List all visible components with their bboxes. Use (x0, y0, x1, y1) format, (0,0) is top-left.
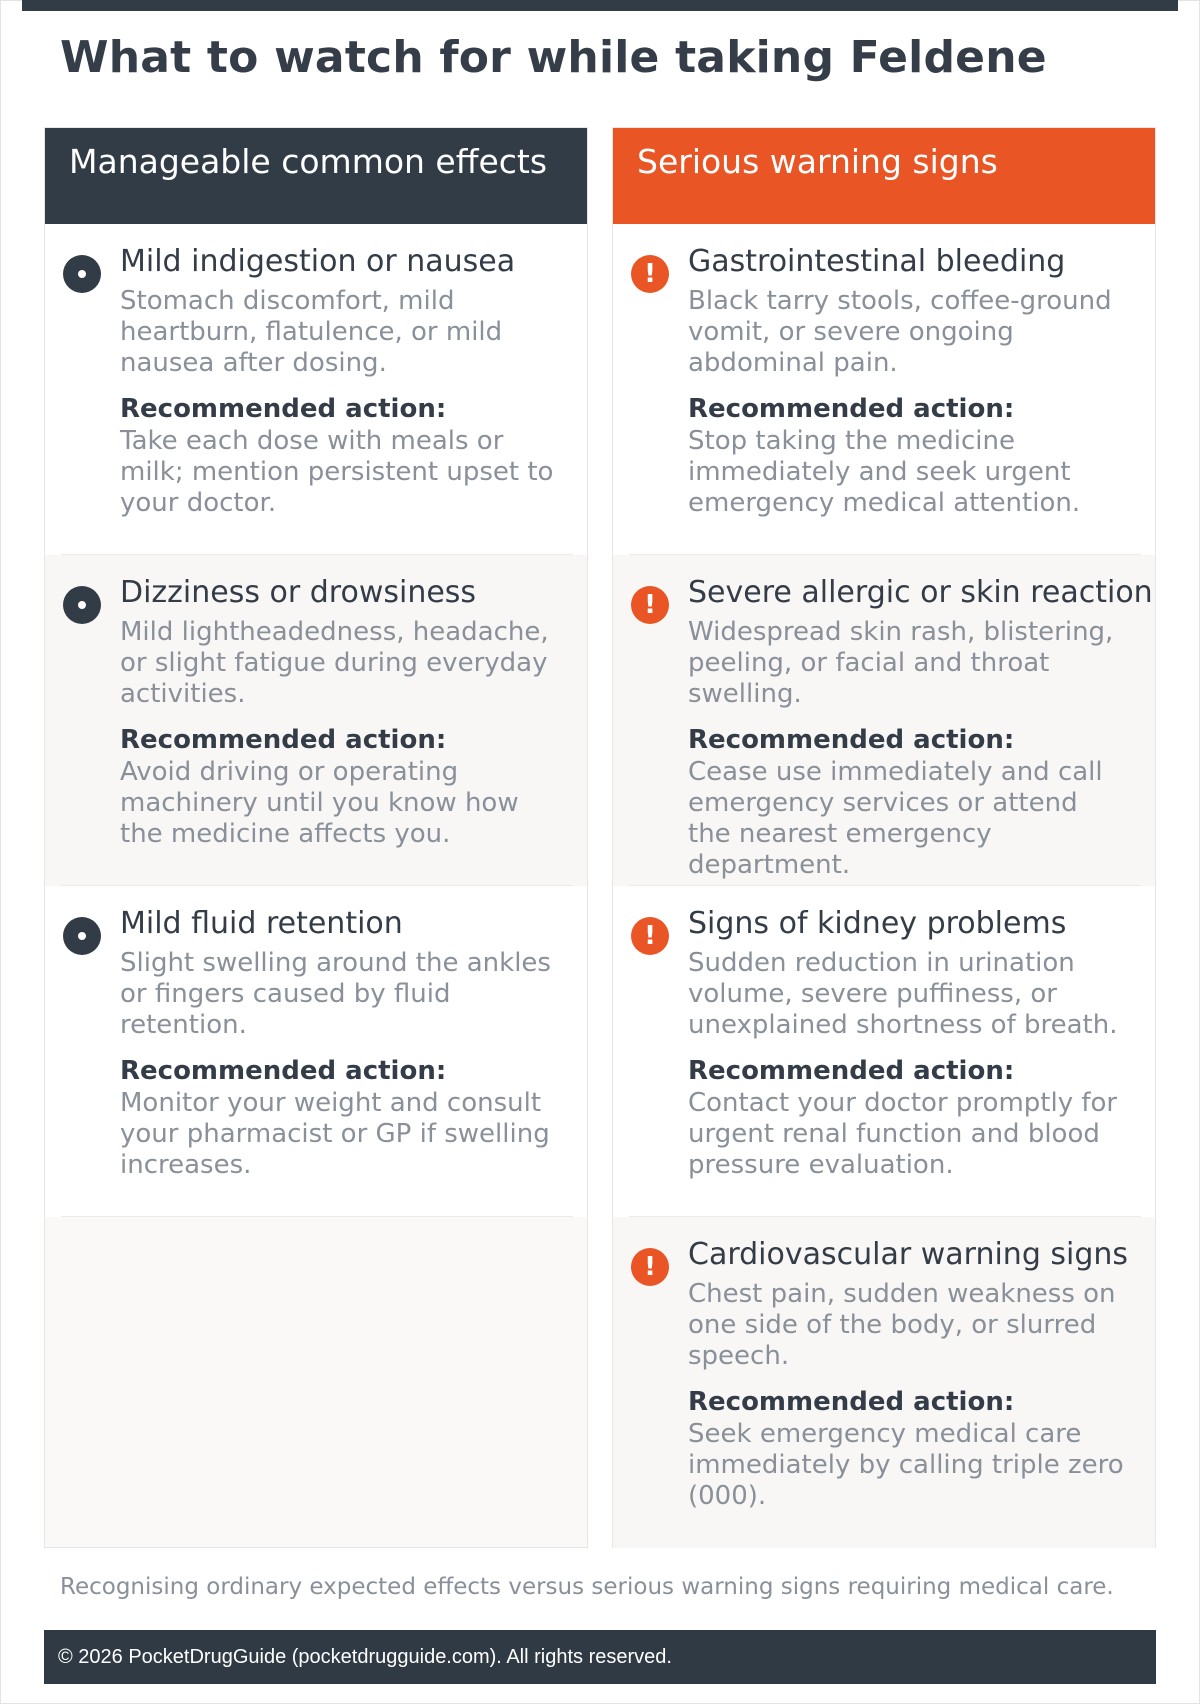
item-description: Chest pain, sudden weakness on one side of the body, or slurred speech. (688, 1279, 1116, 1371)
warning-sign-item (613, 224, 1155, 555)
item-title: Mild indigestion or nausea (120, 244, 516, 279)
item-title: Signs of kidney problems (688, 906, 1067, 941)
dot-icon (63, 586, 101, 624)
warning-sign-item (613, 555, 1155, 886)
item-title: Gastrointestinal bleeding (688, 244, 1066, 279)
action-label: Recommended action: (688, 725, 1015, 755)
top-accent-bar (22, 0, 1178, 11)
divider (61, 1216, 573, 1217)
serious-signs-column (612, 127, 1156, 1548)
item-description: Black tarry stools, coffee-ground vomit, or severe ongoing abdominal pain. (688, 286, 1112, 378)
item-description: Mild lightheadedness, headache, or slight fatigue during everyday activities. (120, 617, 549, 709)
warning-sign-item (613, 886, 1155, 1217)
action-text: Stop taking the medicine immediately and seek urgent emergency medical attention. (688, 426, 1081, 518)
action-label: Recommended action: (120, 394, 447, 424)
common-effects-header: Manageable common effects (45, 128, 587, 224)
action-text: Avoid driving or operating machinery until you know how the medicine affects you. (120, 757, 519, 849)
caption: Recognising ordinary expected effects versus serious warning signs requiring medical care. (60, 1574, 1114, 1600)
action-label: Recommended action: (688, 394, 1015, 424)
action-label: Recommended action: (120, 725, 447, 755)
serious-signs-header: Serious warning signs (613, 128, 1155, 224)
action-text: Seek emergency medical care immediately by calling triple zero (000). (688, 1419, 1124, 1511)
action-text: Take each dose with meals or milk; mention persistent upset to your doctor. (120, 426, 554, 518)
item-description: Slight swelling around the ankles or fingers caused by fluid retention. (120, 948, 551, 1040)
common-effects-column (44, 127, 588, 1548)
copyright-footer: © 2026 PocketDrugGuide (pocketdrugguide.com). All rights reserved. (44, 1630, 1156, 1684)
action-label: Recommended action: (120, 1056, 447, 1086)
action-label: Recommended action: (688, 1387, 1015, 1417)
item-description: Widespread skin rash, blistering, peeling, or facial and throat swelling. (688, 617, 1114, 709)
action-text: Cease use immediately and call emergency services or attend the nearest emergency department. (688, 757, 1103, 880)
item-description: Sudden reduction in urination volume, severe puffiness, or unexplained shortness of breath. (688, 948, 1118, 1040)
action-text: Monitor your weight and consult your pharmacist or GP if swelling increases. (120, 1088, 550, 1180)
item-title: Severe allergic or skin reaction (688, 575, 1153, 610)
common-effect-item (45, 224, 587, 555)
dot-icon (63, 917, 101, 955)
common-effect-item (45, 886, 587, 1217)
item-title: Mild fluid retention (120, 906, 403, 941)
alert-icon: ! (631, 1248, 669, 1286)
dot-icon (63, 255, 101, 293)
item-description: Stomach discomfort, mild heartburn, flatulence, or mild nausea after dosing. (120, 286, 503, 378)
action-text: Contact your doctor promptly for urgent renal function and blood pressure evaluation. (688, 1088, 1118, 1180)
alert-icon: ! (631, 917, 669, 955)
page-title: What to watch for while taking Feldene (60, 32, 1047, 83)
common-effect-item (45, 555, 587, 886)
action-label: Recommended action: (688, 1056, 1015, 1086)
warning-sign-item (613, 1217, 1155, 1548)
alert-icon: ! (631, 586, 669, 624)
item-title: Dizziness or drowsiness (120, 575, 477, 610)
alert-icon: ! (631, 255, 669, 293)
item-title: Cardiovascular warning signs (688, 1237, 1129, 1272)
